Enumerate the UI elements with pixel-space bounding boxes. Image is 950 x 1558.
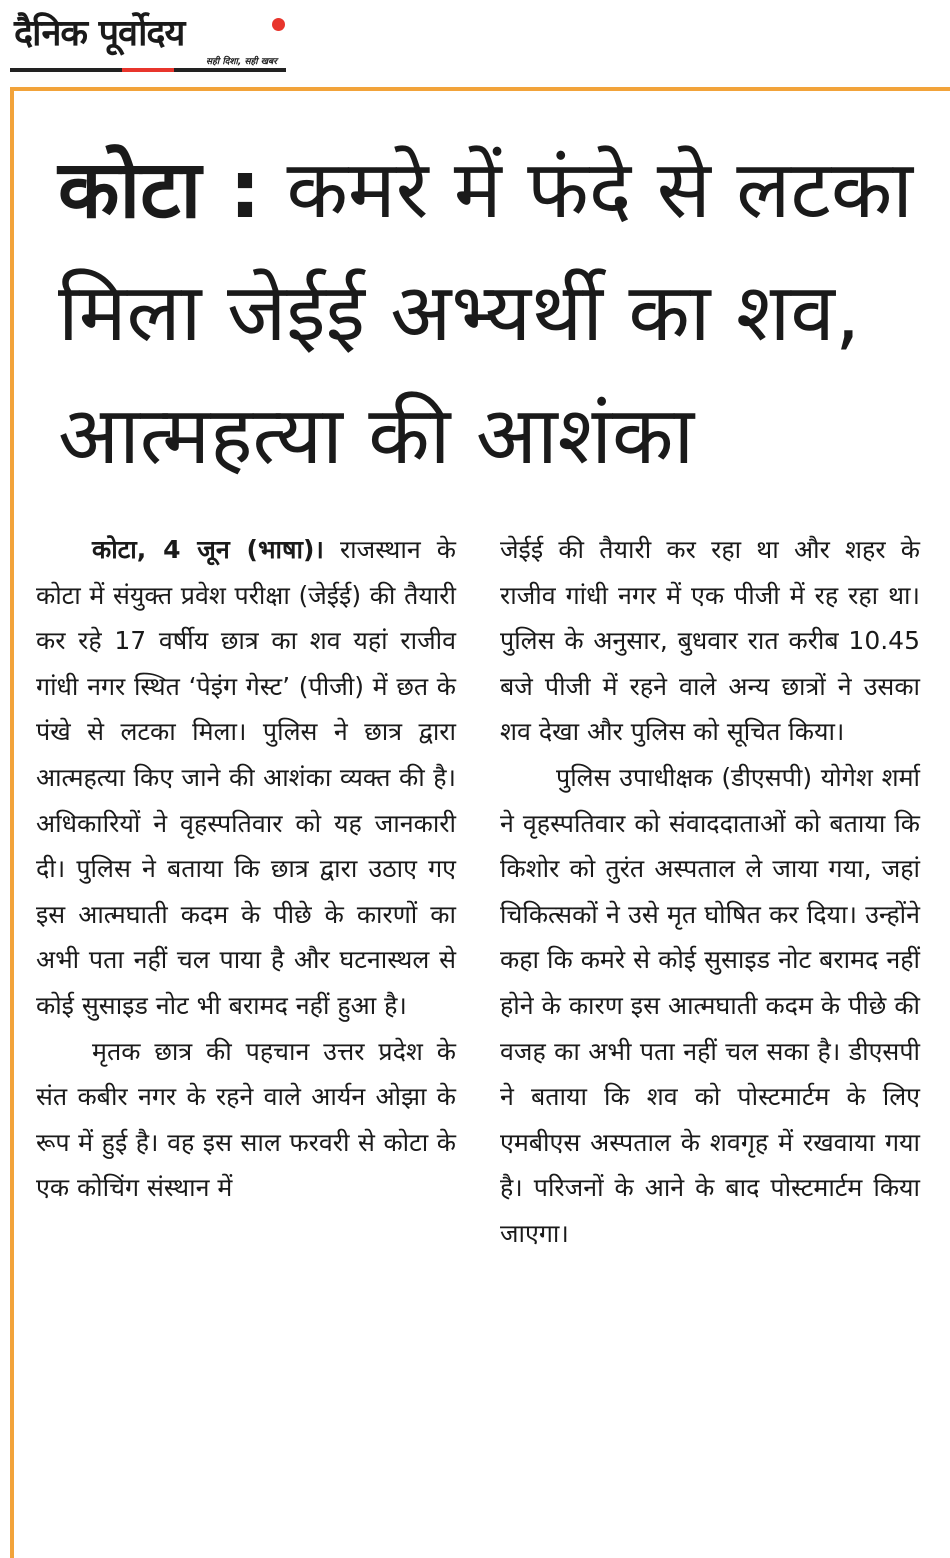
masthead [10,8,286,72]
article-paragraph: मृतक छात्र की पहचान उत्तर प्रदेश के संत कबीर नगर के रहने वाले आर्यन ओझा के रूप में हुई है। वह इस साल फरवरी से कोटा के एक कोचिंग संस्थान में [36,1036,456,1203]
dateline: कोटा, 4 जून (भाषा)। [92,535,324,564]
article-headline [58,128,938,497]
article-paragraph [36,527,456,1029]
logo-underline-accent [122,68,174,72]
article-paragraph: पुलिस उपाधीक्षक (डीएसपी) योगेश शर्मा ने वृहस्पतिवार को संवाददाताओं को बताया कि किशोर को तुरंत अस्पताल ले जाया गया, जहां चिकित्सकों ने उसे मृत घोषित कर दिया। उन्होंने कहा कि कमरे से कोई सुसाइड नोट बरामद नहीं होने के कारण इस आत्मघाती कदम के पीछे की वजह का अभी पता नहीं चल सका है। डीएसपी ने बताया कि शव को पोस्टमार्टम के लिए एमबीएस अस्पताल के शवगृह में रखवाया गया है। परिजनों के आने के बाद पोस्टमार्टम किया जाएगा। [500,762,920,1248]
headline-place: कोटा : [58,143,262,236]
headline-text: कमरे में फंदे से लटका मिला जेईई अभ्यर्थी का शव, आत्महत्या की आशंका [58,143,914,482]
article-column-left [36,527,456,1211]
article-paragraph: जेईई की तैयारी कर रहा था और शहर के राजीव गांधी नगर में एक पीजी में रह रहा था। पुलिस के अनुसार, बुधवार रात करीब 10.45 बजे पीजी में रहने वाले अन्य छात्रों ने उसका शव देखा और पुलिस को सूचित किया। [500,535,920,747]
frame-top-border [10,87,950,91]
article-column-right [500,527,920,1257]
paragraph-text: राजस्थान के कोटा में संयुक्त प्रवेश परीक्षा (जेईई) की तैयारी कर रहे 17 वर्षीय छात्र का शव यहां राजीव गांधी नगर स्थित ‘पेइंग गेस्ट’ (पीजी) में छत के पंखे से लटका मिला। पुलिस ने छात्र द्वारा आत्महत्या किए जाने की आशंका व्यक्त की है। अधिकारियों ने वृहस्पतिवार को यह जानकारी दी। पुलिस ने बताया कि छात्र द्वारा उठाए गए इस आत्मघाती कदम के पीछे के कारणों का अभी पता नहीं चल पाया है और घटनास्थल से कोई सुसाइड नोट भी बरामद नहीं हुआ है। [36,535,457,1020]
logo-tagline: सही दिशा, सही खबर [206,57,277,67]
newspaper-logo: दैनिक पूर्वोदय [14,13,185,54]
frame-left-border [10,87,14,1558]
logo-dot [272,18,285,31]
